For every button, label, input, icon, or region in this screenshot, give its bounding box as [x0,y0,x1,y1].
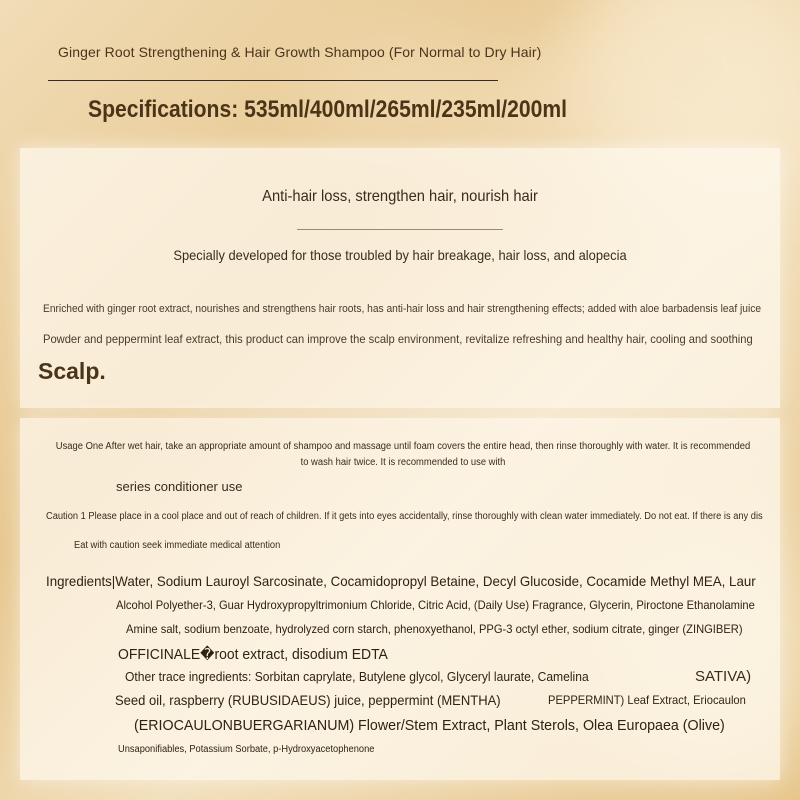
product-title: Ginger Root Strengthening & Hair Growth Shampoo (For Normal to Dry Hair) [58,44,542,60]
ingredients-line-1: Ingredients|Water, Sodium Lauroyl Sarcosinate, Cocamidopropyl Betaine, Decyl Glucoside, Cocamide Methyl MEA, Laur [46,573,756,589]
description-line-2: Powder and peppermint leaf extract, this product can improve the scalp environment, revitalize refreshing and healthy hair, cooling and soothing [43,332,753,346]
ingredients-line-7: (ERIOCAULONBUERGARIANUM) Flower/Stem Extract, Plant Sterols, Olea Europaea (Olive) [134,717,725,734]
ingredients-line-5-right: SATIVA) [695,668,752,685]
ingredients-line-3: Amine salt, sodium benzoate, hydrolyzed corn starch, phenoxyethanol, PPG-3 octyl ether, sodium citrate, ginger (ZINGIBER) [126,622,743,636]
specifications: Specifications: 535ml/400ml/265ml/235ml/200ml [88,96,567,123]
ingredients-line-8: Unsaponifiables, Potassium Sorbate, p-Hydroxyacetophenone [118,744,375,755]
usage-continuation: series conditioner use [116,479,243,494]
tagline-divider [297,229,503,230]
caution-text: Caution 1 Please place in a cool place and out of reach of children. If it gets into eyes accidentally, rinse thoroughly with clean water immediately. Do not eat. If there is any dis [46,511,763,522]
ingredients-line-6-right: PEPPERMINT) Leaf Extract, Eriocaulon [548,693,746,707]
description-line-3: Scalp. [38,358,106,384]
tagline: Anti-hair loss, strengthen hair, nourish hair [262,188,538,205]
description-line-1: Enriched with ginger root extract, nourishes and strengthens hair roots, has anti-hair loss and hair strengthening effects; added with aloe barbadensis leaf juice [43,303,762,315]
usage-text: Usage One After wet hair, take an appropriate amount of shampoo and massage until foam covers the entire head, then rinse thoroughly with water. It is recommended to wash hair twice. It is recommended to use with [55,441,751,468]
ingredients-line-5: Other trace ingredients: Sorbitan caprylate, Butylene glycol, Glyceryl laurate, Camelina [125,669,589,684]
ingredients-line-4: OFFICINALE�root extract, disodium EDTA [118,646,388,663]
caution-continuation: Eat with caution seek immediate medical attention [74,540,281,551]
ingredients-line-6: Seed oil, raspberry (RUBUSIDAEUS) juice, peppermint (MENTHA) [115,692,501,708]
subtitle: Specially developed for those troubled by hair breakage, hair loss, and alopecia [173,247,627,263]
intro-panel [20,148,780,408]
ingredients-line-2: Alcohol Polyether-3, Guar Hydroxypropyltrimonium Chloride, Citric Acid, (Daily Use) Fragrance, Glycerin, Piroctone Ethanolamine [116,598,755,612]
title-divider [48,80,498,81]
